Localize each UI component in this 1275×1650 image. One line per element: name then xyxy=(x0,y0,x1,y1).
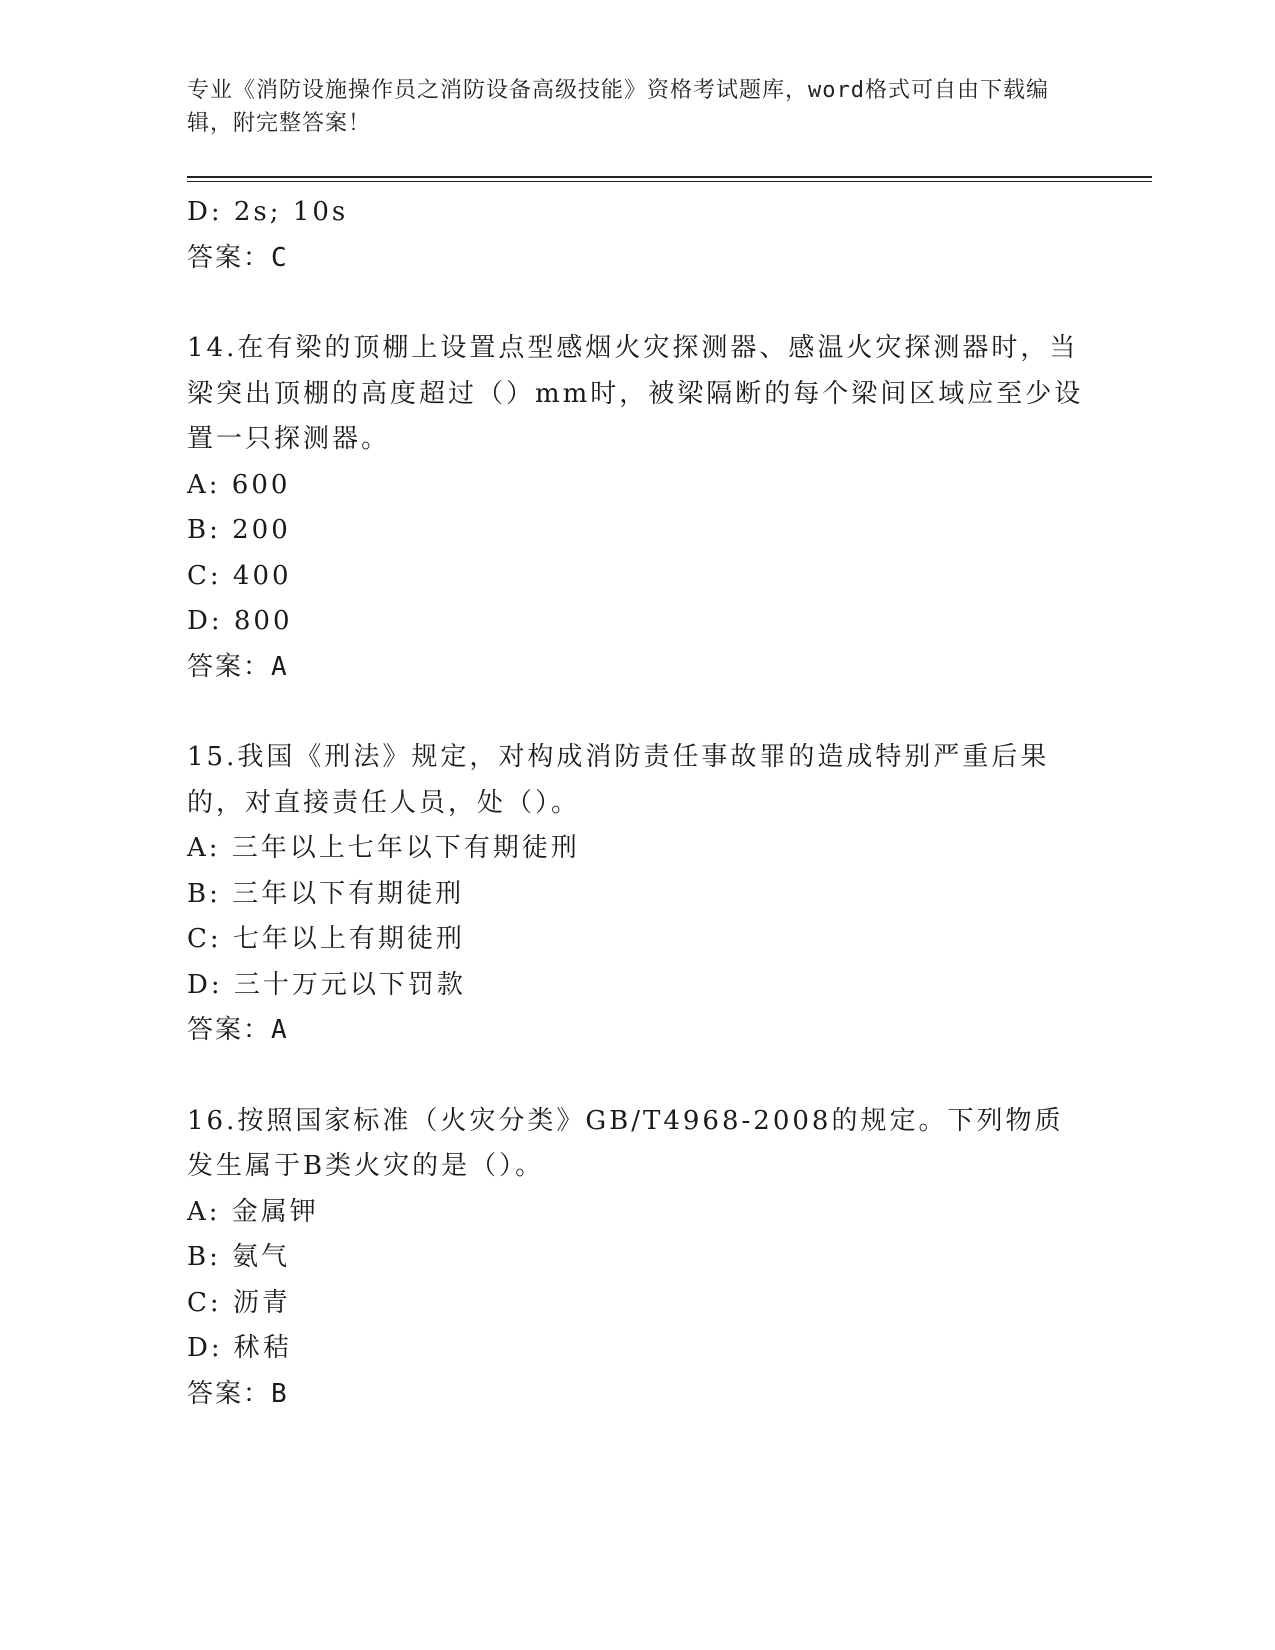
question-stem: 15.我国《刑法》规定，对构成消防责任事故罪的造成特别严重后果的，对直接责任人员，处（）。 xyxy=(187,742,1050,818)
question-stem: 14.在有梁的顶棚上设置点型感烟火灾探测器、感温火灾探测器时，当梁突出顶棚的高度超过（）mm时，被梁隔断的每个梁间区域应至少设置一只探测器。 xyxy=(187,333,1084,454)
option-a: A: 三年以上七年以下有期徒刑 xyxy=(187,833,580,863)
answer-line: 答案：C xyxy=(187,242,289,273)
question-14 xyxy=(187,326,1087,690)
question-16 xyxy=(187,1099,1087,1418)
previous-question-tail xyxy=(187,190,1087,281)
question-stem: 16.按照国家标准（火灾分类》GB/T4968-2008的规定。下列物质发生属于B类火灾的是（）。 xyxy=(187,1105,1064,1181)
option-d: D: 秫秸 xyxy=(187,1333,292,1363)
header-divider-thin xyxy=(187,181,1152,182)
option-c: C: 沥青 xyxy=(187,1287,291,1318)
option-d: D: 800 xyxy=(187,606,293,636)
answer-line: 答案：A xyxy=(187,651,289,682)
question-15 xyxy=(187,735,1087,1054)
option-c: C: 七年以上有期徒刑 xyxy=(187,924,465,954)
answer-line: 答案：A xyxy=(187,1015,289,1045)
answer-line: 答案：B xyxy=(187,1378,289,1409)
option-a: A: 600 xyxy=(187,469,291,500)
option-b: B: 三年以下有期徒刑 xyxy=(187,878,465,909)
question-content xyxy=(187,190,1087,1417)
option-b: B: 氨气 xyxy=(187,1242,291,1272)
option-b: B: 200 xyxy=(187,515,291,545)
option-a: A: 金属钾 xyxy=(187,1196,319,1227)
option-c: C: 400 xyxy=(187,560,292,591)
document-header: 专业《消防设施操作员之消防设备高级技能》资格考试题库，word格式可自由下载编辑，附完整答案！ xyxy=(187,78,1049,136)
option-d: D: 2s; 10s xyxy=(187,197,349,227)
option-d: D: 三十万元以下罚款 xyxy=(187,969,466,1000)
header-divider-thick xyxy=(187,176,1152,178)
